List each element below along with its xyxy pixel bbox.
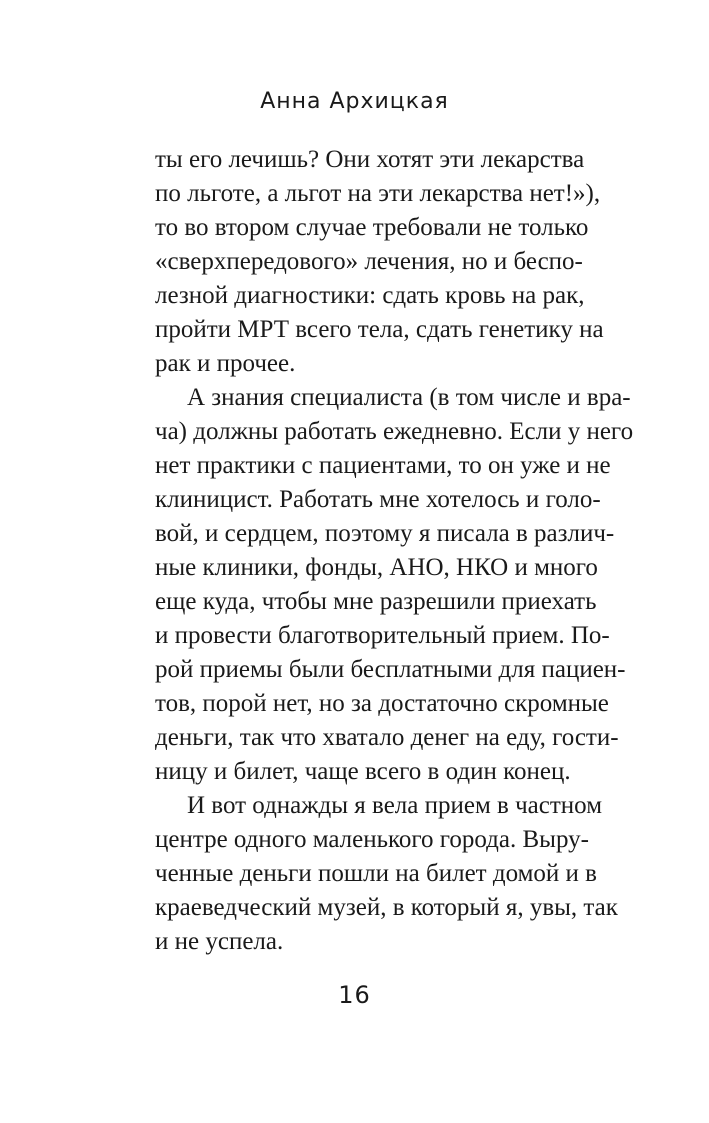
text-line: и не успела. [155,928,284,955]
text-line: то во втором случае требовали не только [155,214,589,241]
text-line: пройти МРТ всего тела, сдать генетику на [155,316,604,343]
text-line: «сверхпередового» лечения, но и беспо- [155,248,583,275]
text-line: центре одного маленького города. Выру- [155,826,589,853]
text-line: ченные деньги пошли на билет домой и в [155,860,597,887]
text-line: ты его лечишь? Они хотят эти лекарства [155,146,585,173]
text-line: и провести благотворительный прием. По- [155,622,610,649]
text-line: рой приемы были бесплатными для пациен- [155,656,626,683]
body-text [155,143,634,959]
text-line: рак и прочее. [155,350,296,377]
running-head-author: Анна Архицкая [260,89,449,114]
text-line: ницу и билет, чаще всего в один конец. [155,758,571,785]
text-line: клиницист. Работать мне хотелось и голо- [155,486,601,513]
text-line: еще куда, чтобы мне разрешили приехать [155,588,597,615]
text-line: деньги, так что хватало денег на еду, гости- [155,724,619,751]
text-line: нет практики с пациентами, то он уже и не [155,452,611,479]
text-line: по льготе, а льгот на эти лекарства нет!»), [155,180,601,207]
paragraph-first-line: А знания специалиста (в том числе и вра- [187,384,631,411]
text-line: тов, порой нет, но за достаточно скромные [155,690,609,717]
page-number: 16 [338,981,371,1009]
text-line: ча) должны работать ежедневно. Если у него [155,418,634,445]
text-line: ные клиники, фонды, АНО, НКО и много [155,554,598,581]
text-line: лезной диагностики: сдать кровь на рак, [155,282,585,309]
text-line: вой, и сердцем, поэтому я писала в различ- [155,520,615,547]
text-line: краеведческий музей, в который я, увы, так [155,894,618,921]
paragraph-first-line: И вот однажды я вела прием в частном [187,792,603,819]
